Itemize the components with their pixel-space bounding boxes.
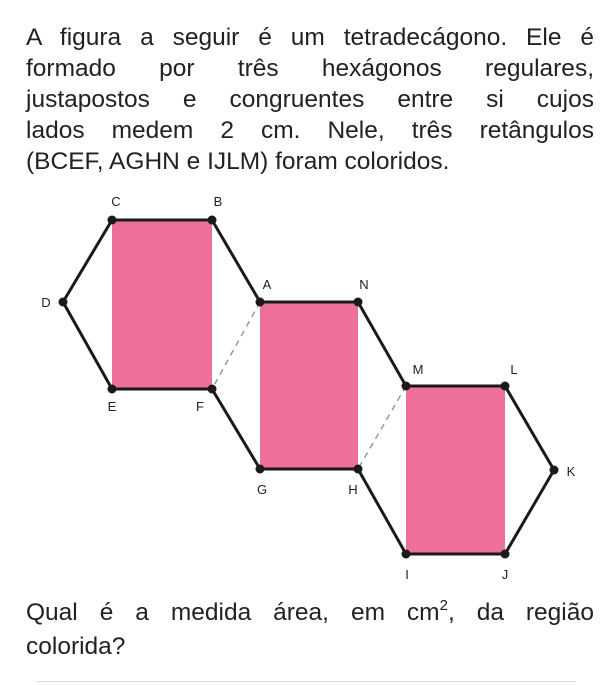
- label-d: D: [41, 295, 51, 310]
- question-unit: cm: [406, 599, 440, 626]
- question-text: [26, 596, 594, 664]
- label-l: L: [510, 362, 518, 377]
- label-j: J: [501, 567, 509, 582]
- rectangle-ijlm: [406, 386, 505, 554]
- problem-statement: [26, 22, 594, 177]
- statement-line: (BCEF, AGHN e IJLM) foram coloridos.: [26, 148, 450, 175]
- statement-line: justapostos e congruentes entre si cujos: [26, 86, 594, 113]
- question-line: colorida?: [26, 633, 126, 660]
- label-b: B: [213, 194, 223, 209]
- vertex-f: [208, 385, 217, 394]
- question-prefix: Qual é a medida área, em: [26, 599, 407, 626]
- rectangle-aghn: [260, 302, 358, 469]
- label-f: F: [196, 399, 204, 414]
- label-i: I: [405, 567, 409, 582]
- vertex-g: [256, 465, 265, 474]
- dashed-side-af: [212, 302, 260, 389]
- label-g: G: [256, 482, 268, 497]
- vertex-d: [59, 298, 68, 307]
- question-exponent: 2: [439, 597, 448, 614]
- vertex-m: [402, 382, 411, 391]
- vertex-a: [256, 298, 265, 307]
- vertex-i: [402, 550, 411, 559]
- dashed-side-mh: [358, 386, 406, 469]
- vertex-l: [501, 382, 510, 391]
- label-a: A: [262, 277, 272, 292]
- divider: [36, 681, 576, 682]
- label-m: M: [412, 362, 424, 377]
- vertex-k: [550, 466, 559, 475]
- tetradecagon-figure: [0, 185, 615, 590]
- statement-line: A figura a seguir é um tetradecágono. Ele é: [26, 24, 594, 51]
- statement-line: lados medem 2 cm. Nele, três retângulos: [26, 117, 594, 144]
- label-e: E: [107, 399, 117, 414]
- vertex-b: [208, 216, 217, 225]
- label-h: H: [348, 482, 358, 497]
- vertex-c: [108, 216, 117, 225]
- statement-line: formado por três hexágonos regulares,: [26, 55, 594, 82]
- question-line: [26, 596, 594, 630]
- vertex-n: [354, 298, 363, 307]
- label-c: C: [111, 194, 121, 209]
- vertex-h: [354, 465, 363, 474]
- vertex-e: [108, 385, 117, 394]
- question-suffix: , da região: [447, 599, 594, 626]
- label-k: K: [566, 464, 576, 479]
- label-n: N: [359, 277, 369, 292]
- rectangle-bcef: [112, 220, 212, 389]
- vertex-j: [501, 550, 510, 559]
